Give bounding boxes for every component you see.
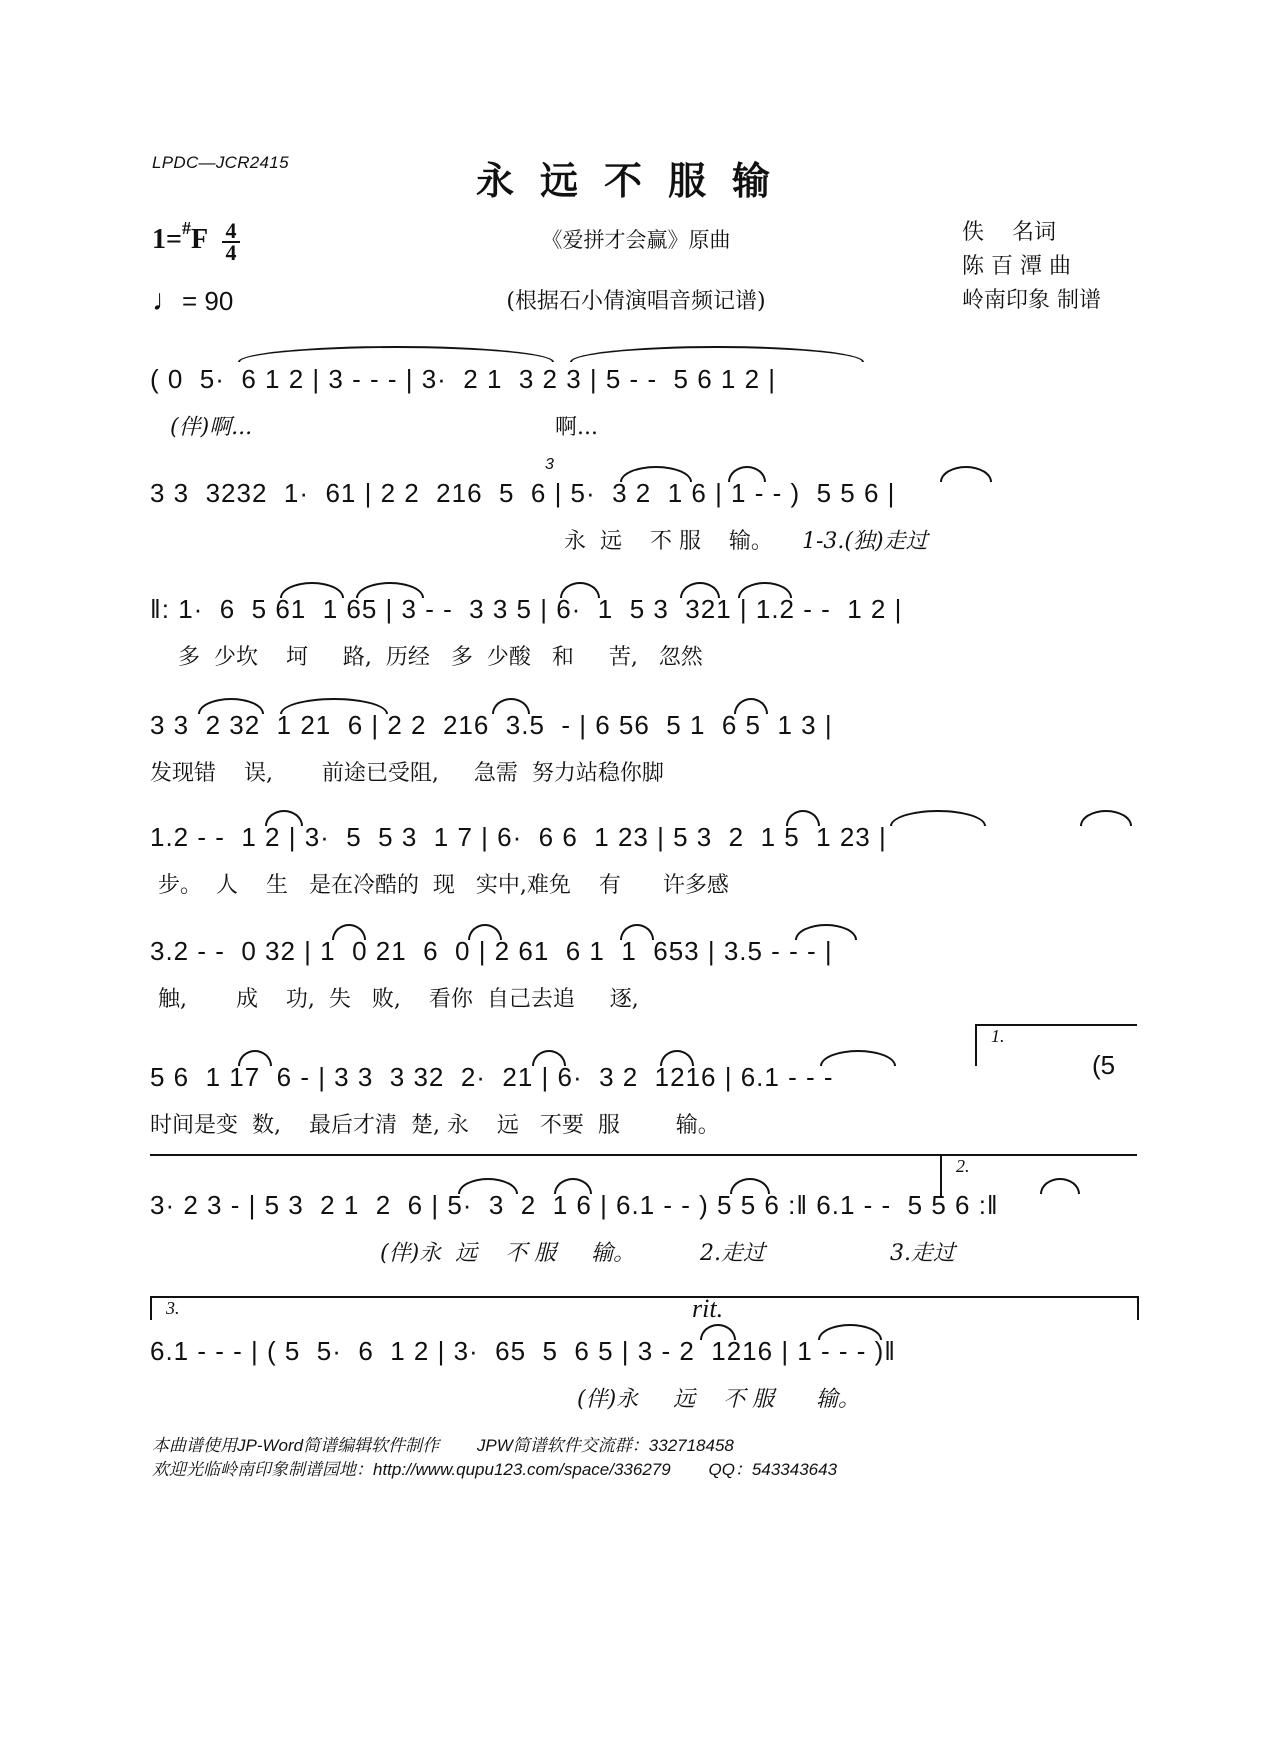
song-title: 永远不服输 — [475, 158, 796, 203]
lyric: 时间是变 数, 最后才清 楚, 永 远 不要 服 输。 — [150, 1113, 720, 1138]
credits — [962, 216, 1101, 318]
score-row-2 — [150, 456, 1135, 554]
notation-line: ‖: 1· 6 5 61 1 65 | 3 - - 3 3 5 | 6· 1 5 3 321 | 1.2 - - 1 2 | — [150, 594, 903, 624]
lyric: 1-3.(独)走过 — [802, 529, 928, 554]
score-row-6 — [150, 936, 1135, 1012]
score-row-8 — [150, 1156, 1135, 1266]
composer-credit: 陈 百 潭 曲 — [962, 254, 1071, 279]
notation-line: 3.2 - - 0 32 | 1 0 21 6 0 | 2 61 6 1 1 653 | 3.5 - - - | — [150, 936, 833, 966]
notation-line: 3 3 2 32 1 21 6 | 2 2 216 3.5 - | 6 56 5 1 6 5 1 3 | — [150, 710, 833, 740]
notation-line: 3 3 3232 1· 61 | 2 2 216 5 6 | 5· 3 2 1 6 | 1 - - ) 5 5 6 | — [150, 478, 896, 508]
notation-line: 5 6 1 17 6 - | 3 3 3 32 2· 21 | 6· 3 2 1216 | 6.1 - - - — [150, 1062, 834, 1092]
slur — [1080, 810, 1132, 826]
transcription-basis: (根据石小倩演唱音频记谱) — [506, 289, 766, 314]
footer-line-1: 本曲谱使用JP-Word简谱编辑软件制作 JPW简谱软件交流群：332718458 — [152, 1436, 734, 1455]
lyric: (伴)啊... — [170, 415, 253, 440]
lyric: 啊... — [555, 415, 598, 440]
score-code: LPDC—JCR2415 — [152, 153, 289, 172]
quarter-note-icon: ♩ — [152, 284, 182, 317]
lyric: 多 少坎 坷 路, 历经 多 少酸 和 苦, 忽然 — [178, 645, 703, 670]
original-song: 《爱拼才会赢》原曲 — [541, 228, 731, 252]
score-row-3 — [150, 594, 1135, 670]
score-row-7 — [150, 1026, 1135, 1138]
lyricist-credit: 佚 名词 — [962, 220, 1056, 245]
lyric: 永 远 不 服 输。 — [564, 529, 773, 554]
sharp-sign: # — [181, 218, 191, 238]
key-prefix: 1= — [152, 224, 182, 255]
footer-line-2: 欢迎光临岭南印象制谱园地：http://www.qupu123.com/space/336279 QQ：543343643 — [152, 1460, 838, 1479]
notation-line: 3· 2 3 - | 5 3 2 1 2 6 | 5· 3 2 1 6 | 6.1 - - ) 5 5 6 :‖ 6.1 - - 5 5 6 :‖ — [150, 1190, 999, 1220]
lyric: (伴)永 远 不 服 输。 — [577, 1387, 861, 1412]
lyric: 2.走过 — [700, 1241, 765, 1266]
slur — [570, 346, 864, 362]
key-note: F — [190, 224, 208, 255]
lyric: 步。 人 生 是在冷酷的 现 实中,难免 有 许多感 — [158, 873, 729, 898]
lyric: 触, 成 功, 失 败, 看你 自己去追 逐, — [158, 987, 639, 1012]
score-row-1 — [150, 364, 1135, 440]
lyric: 发现错 误, 前途已受阻, 急需 努力站稳你脚 — [150, 761, 664, 786]
slur — [940, 466, 992, 482]
volta-bracket-2: 2. — [940, 1154, 1137, 1196]
ritardando-marking: rit. — [692, 1294, 724, 1323]
notation-line: ( 0 5· 6 1 2 | 3 - - - | 3· 2 1 3 2 3 | 5 - - 5 6 1 2 | — [150, 364, 777, 394]
volta-bracket-3: 3. — [150, 1296, 1139, 1320]
time-signature: $\frac{4}{4}$ — [222, 221, 240, 263]
score-row-4 — [150, 710, 1135, 786]
volta-tail: (5 — [1092, 1050, 1116, 1080]
notation-line: 1.2 - - 1 2 | 3· 5 5 3 1 7 | 6· 6 6 1 23 | 5 3 2 1 5 1 23 | — [150, 822, 887, 852]
notation-line: 6.1 - - - | ( 5 5· 6 1 2 | 3· 65 5 6 5 | 3 - 2 1216 | 1 - - - )‖ — [150, 1336, 897, 1366]
lyric: (伴)永 远 不 服 输。 — [380, 1241, 636, 1266]
slur — [890, 810, 986, 826]
tempo-value: = 90 — [182, 286, 234, 316]
arranger-credit: 岭南印象 制谱 — [962, 288, 1101, 313]
score-row-9 — [150, 1294, 1135, 1412]
slur — [238, 346, 554, 362]
lyric: 3.走过 — [890, 1241, 955, 1266]
triplet-mark: 3 — [545, 456, 554, 473]
volta-1-continuation — [150, 1154, 940, 1156]
score-row-5 — [150, 822, 1135, 898]
footer — [152, 1434, 837, 1482]
volta-bracket-1: 1. — [975, 1024, 1137, 1066]
